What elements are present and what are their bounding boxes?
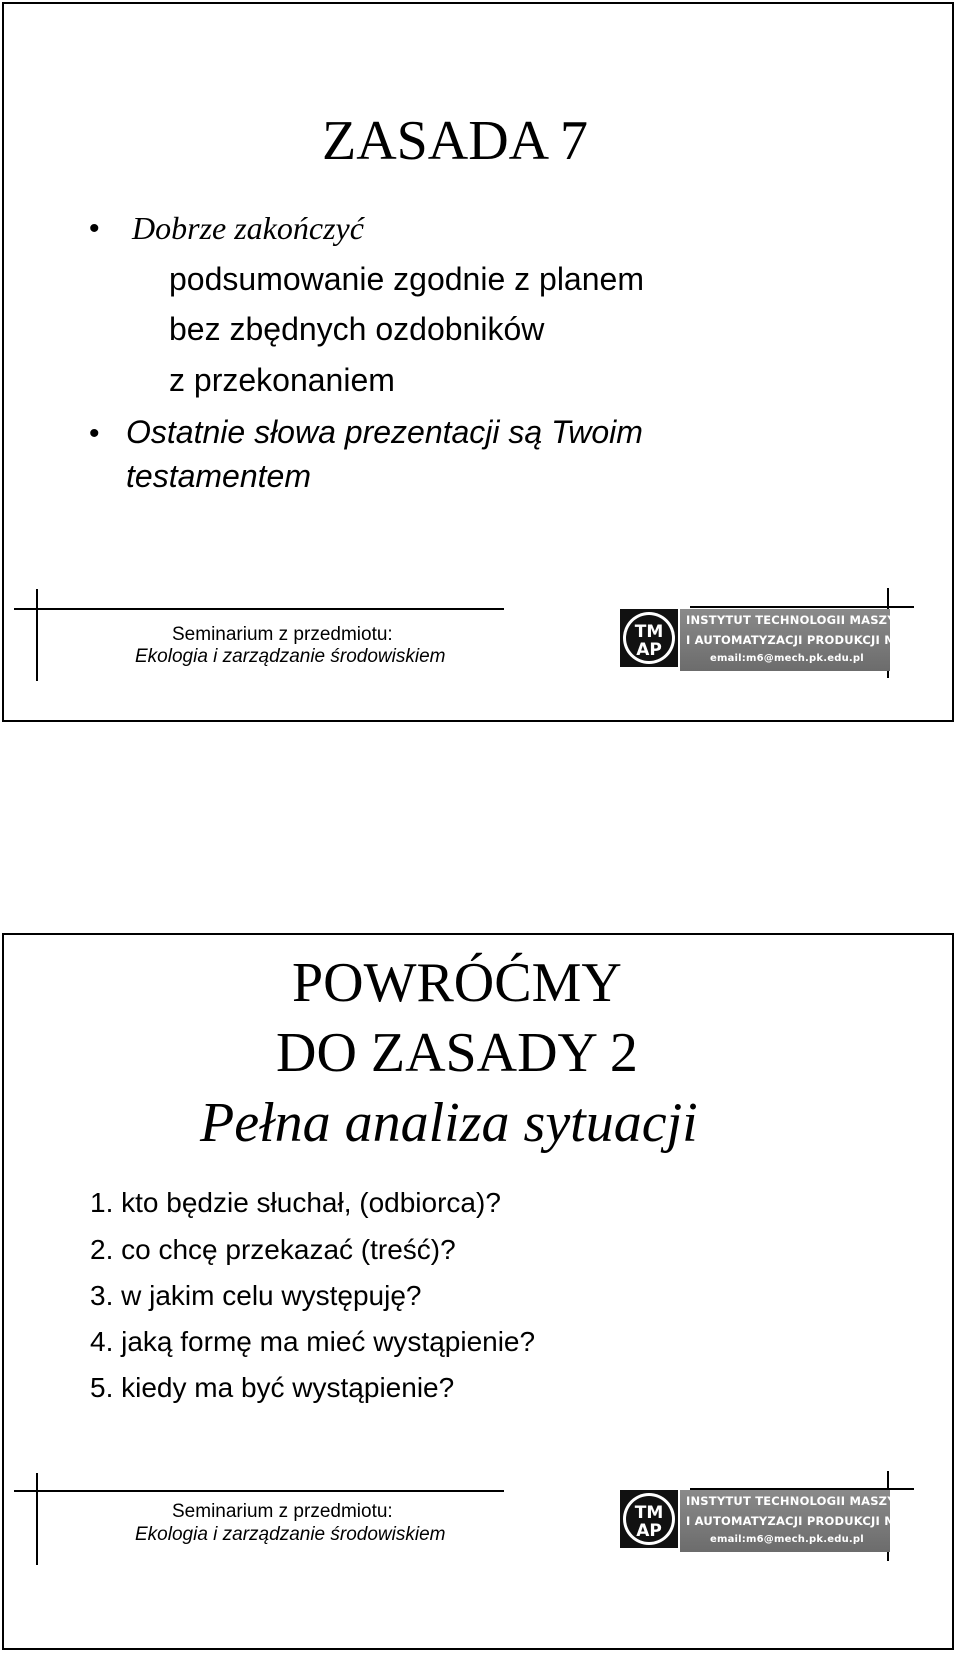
bullet-text: Ostatnie słowa prezentacji są Twoim bbox=[126, 414, 643, 450]
institute-line-1: INSTYTUT TECHNOLOGII MASZYN bbox=[686, 613, 906, 627]
sub-item: podsumowanie zgodnie z planem bbox=[169, 261, 644, 297]
logo-letters-bottom: AP bbox=[636, 640, 662, 660]
question-item: 2. co chcę przekazać (treść)? bbox=[90, 1234, 456, 1265]
institute-logo-icon bbox=[620, 1490, 678, 1548]
footer-line-1: Seminarium z przedmiotu: bbox=[172, 1501, 393, 1522]
institute-logo-icon bbox=[620, 609, 678, 667]
institute-line-2: I AUTOMATYZACJI PRODUKCJI M6 bbox=[686, 633, 905, 647]
footer-rule-left-vertical bbox=[36, 589, 38, 681]
slide-title: ZASADA 7 bbox=[322, 110, 589, 172]
institute-banner bbox=[680, 1490, 906, 1552]
slide-title-line-1: POWRÓĆMY bbox=[292, 952, 622, 1014]
question-item: 4. jaką formę ma mieć wystąpienie? bbox=[90, 1326, 536, 1357]
slide-2 bbox=[2, 933, 954, 1650]
sub-item: bez zbędnych ozdobników bbox=[169, 311, 545, 347]
bullet-heading: Dobrze zakończyć bbox=[132, 210, 364, 246]
slide-title-line-2: DO ZASADY 2 bbox=[276, 1022, 638, 1084]
question-item: 5. kiedy ma być wystąpienie? bbox=[90, 1372, 455, 1403]
institute-line-1: INSTYTUT TECHNOLOGII MASZYN bbox=[686, 1494, 906, 1508]
footer-line-1: Seminarium z przedmiotu: bbox=[172, 624, 393, 645]
question-item: 1. kto będzie słuchał, (odbiorca)? bbox=[90, 1187, 501, 1218]
footer-rule-left bbox=[14, 1490, 504, 1492]
bullet-marker: • bbox=[89, 212, 100, 245]
slide-1 bbox=[2, 2, 954, 722]
footer-rule-left bbox=[14, 608, 504, 610]
footer-rule-left-vertical bbox=[36, 1473, 38, 1565]
footer-line-2: Ekologia i zarządzanie środowiskiem bbox=[135, 646, 446, 667]
logo-letters-top: TM bbox=[634, 622, 664, 642]
logo-letters-top: TM bbox=[634, 1503, 664, 1523]
institute-line-2: I AUTOMATYZACJI PRODUKCJI M6 bbox=[686, 1514, 905, 1528]
institute-email: email:m6@mech.pk.edu.pl bbox=[710, 653, 864, 664]
sub-item: z przekonaniem bbox=[169, 362, 395, 398]
slide-subtitle: Pełna analiza sytuacji bbox=[200, 1092, 698, 1154]
footer-line-2: Ekologia i zarządzanie środowiskiem bbox=[135, 1524, 446, 1545]
logo-letters-bottom: AP bbox=[636, 1521, 662, 1541]
question-item: 3. w jakim celu występuję? bbox=[90, 1280, 422, 1311]
footer-rule-right bbox=[690, 606, 914, 608]
bullet-text-continuation: testamentem bbox=[126, 458, 311, 494]
institute-email: email:m6@mech.pk.edu.pl bbox=[710, 1534, 864, 1545]
institute-banner bbox=[680, 609, 906, 671]
bullet-marker: • bbox=[89, 417, 100, 450]
